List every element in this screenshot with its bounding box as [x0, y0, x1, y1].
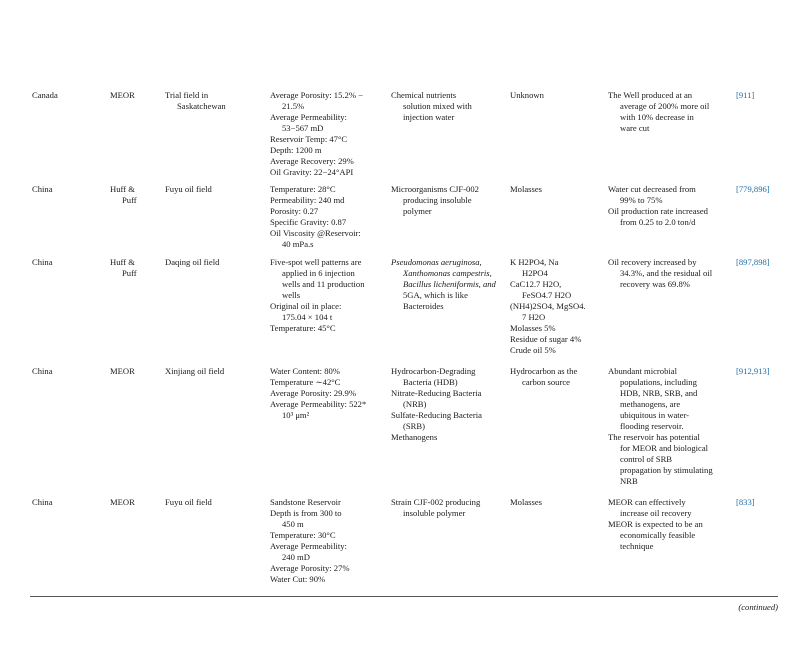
country-cell: China [32, 257, 53, 267]
results-cell: MEOR can effectively increase oil recovery MEOR is expected to be an economically feasible technique [608, 497, 703, 551]
method-cell: MEOR [110, 90, 135, 100]
reference-link[interactable]: [911] [736, 90, 755, 100]
nutrients-cell: K H2PO4, Na H2PO4 CaC12.7 H2O, FeSO4.7 H2O (NH4)2SO4, MgSO4. 7 H2O Molasses 5% Residue of sugar 4% Crude oil 5% [510, 257, 586, 355]
field-cell: Xinjiang oil field [165, 366, 225, 376]
country-cell: China [32, 497, 53, 507]
reference-link[interactable]: [897,898] [736, 257, 770, 267]
continued-label: (continued) [738, 602, 778, 612]
nutrients-cell: Molasses [510, 184, 542, 194]
nutrients-cell: Molasses [510, 497, 542, 507]
method-cell: MEOR [110, 497, 135, 507]
reference-link[interactable]: [779,896] [736, 184, 770, 194]
country-cell: China [32, 366, 53, 376]
properties-cell: Water Content: 80% Temperature ∼42°C Average Porosity: 29.9% Average Permeability: 522* 10³ μm² [270, 366, 367, 420]
microorganism-cell: Microorganisms CJF-002 producing insoluble polymer [391, 184, 479, 216]
microorganism-cell: Hydrocarbon-Degrading Bacteria (HDB) Nitrate-Reducing Bacteria (NRB) Sulfate-Reducing Bacteria (SRB) Methanogens [391, 366, 482, 442]
method-cell: MEOR [110, 366, 135, 376]
nutrients-cell: Unknown [510, 90, 544, 100]
properties-cell: Temperature: 28°C Permeability: 240 md Porosity: 0.27 Specific Gravity: 0.87 Oil Viscosity @Reservoir: 40 mPa.s [270, 184, 361, 249]
field-cell: Fuyu oil field [165, 184, 212, 194]
properties-cell: Average Porosity: 15.2% − 21.5% Average Permeability: 53−567 mD Reservoir Temp: 47°C Depth: 1200 m Average Recovery: 29% Oil Gravity: 22−24°API [270, 90, 363, 177]
properties-cell: Sandstone Reservoir Depth is from 300 to 450 m Temperature: 30°C Average Permeability: 240 mD Average Porosity: 27% Water Cut: 90% [270, 497, 350, 584]
microorganism-cell: Pseudomonas aeruginosa, Xanthomonas campestris, Bacillus licheniformis, and 5GA, which is like Bacteroides [391, 257, 496, 311]
country-cell: China [32, 184, 53, 194]
field-cell: Trial field in Saskatchewan [165, 90, 226, 111]
reference-link[interactable]: [912,913] [736, 366, 770, 376]
properties-cell: Five-spot well patterns are applied in 6 injection wells and 11 production wells Original oil in place: 175.04 × 104 t Temperature: 45°C [270, 257, 365, 333]
results-cell: Water cut decreased from 99% to 75% Oil production rate increased from 0.25 to 2.0 ton/d [608, 184, 708, 227]
country-cell: Canada [32, 90, 58, 100]
nutrients-cell: Hydrocarbon as the carbon source [510, 366, 578, 387]
method-cell: Huff & Puff [110, 184, 137, 205]
microorganism-cell: Chemical nutrients solution mixed with injection water [391, 90, 472, 122]
method-cell: Huff & Puff [110, 257, 137, 278]
results-cell: The Well produced at an average of 200% more oil with 10% decrease in ware cut [608, 90, 710, 133]
field-cell: Daqing oil field [165, 257, 220, 267]
results-cell: Oil recovery increased by 34.3%, and the residual oil recovery was 69.8% [608, 257, 713, 289]
table-bottom-rule [30, 596, 778, 597]
reference-link[interactable]: [833] [736, 497, 755, 507]
microorganism-cell: Strain CJF-002 producing insoluble polymer [391, 497, 481, 518]
field-cell: Fuyu oil field [165, 497, 212, 507]
results-cell: Abundant microbial populations, including HDB, NRB, SRB, and methanogens, are ubiquitous in water- flooding reservoir. The reservoir has potential for MEOR and biological control of SRB propagation by stimulating NRB [608, 366, 713, 486]
